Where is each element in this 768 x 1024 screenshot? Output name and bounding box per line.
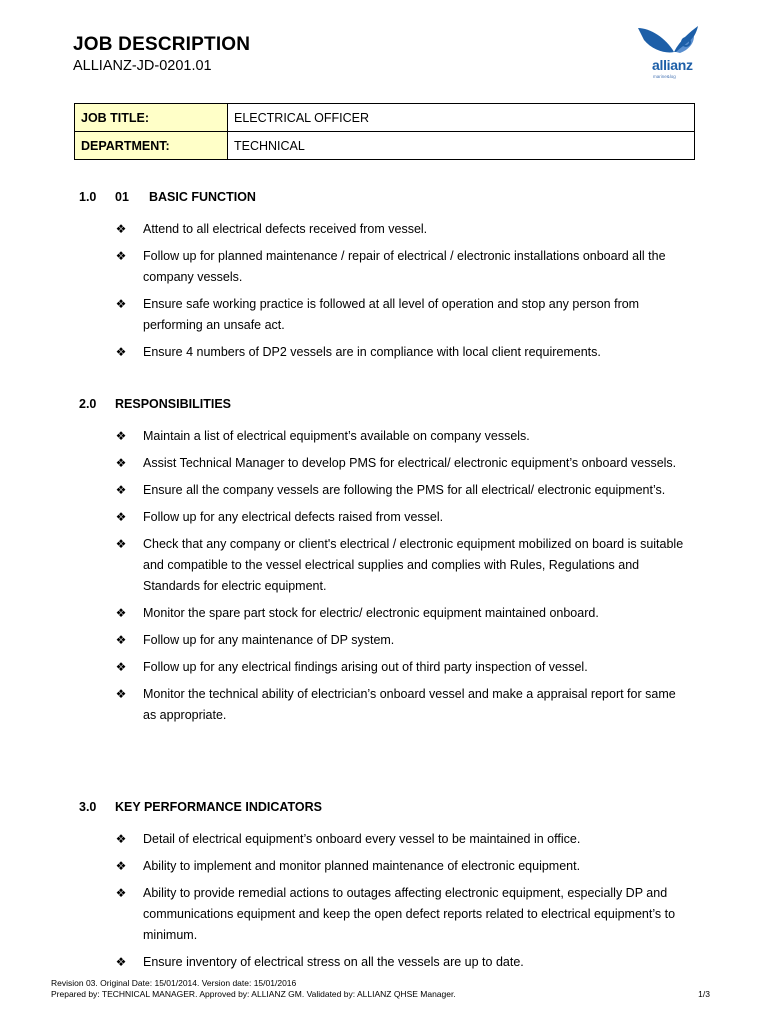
list-item-text: Check that any company or client's electrical / electronic equipment mobilized on board is suitable and compatible to the vessel electrical supplies and complies with Rules, Regulations and Standards for electric equipment. bbox=[143, 537, 684, 593]
list-item bbox=[114, 342, 684, 363]
bullet-diamond-icon: ❖ bbox=[115, 606, 127, 620]
list-item bbox=[114, 507, 684, 528]
list-item bbox=[114, 294, 684, 336]
list-item-text: Maintain a list of electrical equipment’s available on company vessels. bbox=[143, 429, 530, 443]
list-item-text: Ensure all the company vessels are following the PMS for all electrical/ electronic equipment’s. bbox=[143, 483, 666, 497]
bullet-diamond-icon: ❖ bbox=[115, 345, 127, 359]
allianz-logo-icon bbox=[636, 22, 702, 82]
bullet-diamond-icon: ❖ bbox=[115, 297, 127, 311]
list-item bbox=[114, 657, 684, 678]
list-item bbox=[114, 883, 684, 946]
list-item bbox=[114, 480, 684, 501]
logo-subtext: marine&log bbox=[653, 74, 676, 79]
list-item bbox=[114, 630, 684, 651]
section-title: RESPONSIBILITIES bbox=[115, 397, 231, 411]
bullet-diamond-icon: ❖ bbox=[115, 222, 127, 236]
job-title-value: ELECTRICAL OFFICER bbox=[228, 104, 695, 132]
document-code: ALLIANZ-JD-0201.01 bbox=[73, 58, 212, 74]
list-item-text: Ensure inventory of electrical stress on all the vessels are up to date. bbox=[143, 955, 524, 969]
section-number: 2.0 bbox=[79, 397, 97, 411]
list-item bbox=[114, 856, 684, 877]
department-label: DEPARTMENT: bbox=[75, 132, 228, 160]
footer-approval: Prepared by: TECHNICAL MANAGER. Approved by: ALLIANZ GM. Validated by: ALLIANZ QHSE Manager. bbox=[51, 989, 456, 999]
list-item-text: Follow up for planned maintenance / repair of electrical / electronic installations onboard all the company vessels. bbox=[143, 249, 666, 284]
footer-revision: Revision 03. Original Date: 15/01/2014. Version date: 15/01/2016 bbox=[51, 978, 297, 988]
section-title: BASIC FUNCTION bbox=[149, 190, 256, 204]
job-info-table bbox=[74, 103, 695, 160]
list-item-text: Ensure 4 numbers of DP2 vessels are in compliance with local client requirements. bbox=[143, 345, 601, 359]
list-item-text: Detail of electrical equipment’s onboard every vessel to be maintained in office. bbox=[143, 832, 581, 846]
table-row bbox=[75, 132, 695, 160]
section-heading-responsibilities bbox=[79, 397, 231, 411]
page-title: JOB DESCRIPTION bbox=[73, 34, 251, 55]
list-item-text: Ability to provide remedial actions to outages affecting electronic equipment, especially DP and communications equipment and keep the open defect reports related to electrical equipment’s to minimum. bbox=[143, 886, 676, 942]
bullet-diamond-icon: ❖ bbox=[115, 537, 127, 551]
list-item-text: Attend to all electrical defects received from vessel. bbox=[143, 222, 428, 236]
bullet-diamond-icon: ❖ bbox=[115, 687, 127, 701]
bullet-diamond-icon: ❖ bbox=[115, 633, 127, 647]
bullet-diamond-icon: ❖ bbox=[115, 510, 127, 524]
list-item-text: Ability to implement and monitor planned maintenance of electronic equipment. bbox=[143, 859, 581, 873]
list-item bbox=[114, 684, 684, 726]
page-number: 1/3 bbox=[698, 989, 710, 999]
bullet-diamond-icon: ❖ bbox=[115, 249, 127, 263]
list-item bbox=[114, 829, 684, 850]
list-item bbox=[114, 534, 684, 597]
section-number: 1.0 bbox=[79, 190, 97, 204]
section-title: KEY PERFORMANCE INDICATORS bbox=[115, 800, 322, 814]
table-row bbox=[75, 104, 695, 132]
bullet-diamond-icon: ❖ bbox=[115, 886, 127, 900]
list-item-text: Assist Technical Manager to develop PMS for electrical/ electronic equipment’s onboard vessels. bbox=[143, 456, 677, 470]
department-value: TECHNICAL bbox=[228, 132, 695, 160]
section-heading-kpi bbox=[79, 800, 322, 814]
responsibilities-list bbox=[114, 426, 684, 732]
list-item bbox=[114, 246, 684, 288]
section-number: 3.0 bbox=[79, 800, 97, 814]
logo-text: allianz bbox=[652, 57, 693, 73]
job-title-label: JOB TITLE: bbox=[75, 104, 228, 132]
list-item-text: Follow up for any electrical defects raised from vessel. bbox=[143, 510, 444, 524]
list-item bbox=[114, 219, 684, 240]
bullet-diamond-icon: ❖ bbox=[115, 456, 127, 470]
bullet-diamond-icon: ❖ bbox=[115, 832, 127, 846]
list-item bbox=[114, 426, 684, 447]
bullet-diamond-icon: ❖ bbox=[115, 859, 127, 873]
list-item bbox=[114, 952, 684, 973]
list-item-text: Monitor the technical ability of electrician’s onboard vessel and make a appraisal report for same as appropriate. bbox=[143, 687, 676, 722]
list-item bbox=[114, 453, 684, 474]
kpi-list bbox=[114, 829, 684, 979]
section-heading-basic-function bbox=[79, 190, 256, 204]
list-item-text: Ensure safe working practice is followed at all level of operation and stop any person from performing an unsafe act. bbox=[143, 297, 640, 332]
list-item-text: Monitor the spare part stock for electric/ electronic equipment maintained onboard. bbox=[143, 606, 599, 620]
bullet-diamond-icon: ❖ bbox=[115, 660, 127, 674]
basic-function-list bbox=[114, 219, 684, 369]
bullet-diamond-icon: ❖ bbox=[115, 955, 127, 969]
bullet-diamond-icon: ❖ bbox=[115, 429, 127, 443]
bullet-diamond-icon: ❖ bbox=[115, 483, 127, 497]
section-subnumber: 01 bbox=[115, 190, 129, 204]
list-item-text: Follow up for any maintenance of DP system. bbox=[143, 633, 395, 647]
list-item-text: Follow up for any electrical findings arising out of third party inspection of vessel. bbox=[143, 660, 588, 674]
list-item bbox=[114, 603, 684, 624]
